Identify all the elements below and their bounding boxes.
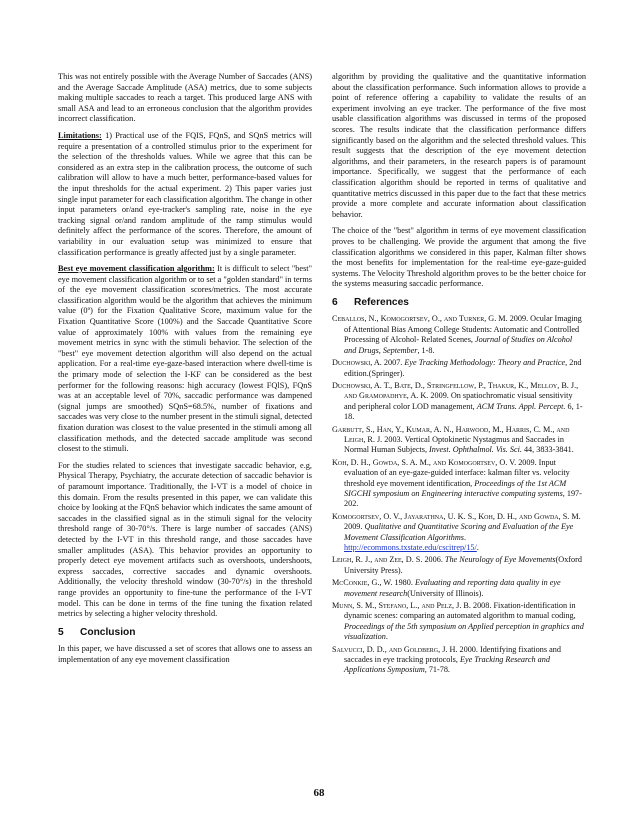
reference-venue: Proceedings of the 1st ACM SIGCHI symposium on Engineering interactive computing systems bbox=[344, 478, 567, 498]
reference-venue: ACM Trans. Appl. Percept. bbox=[476, 401, 566, 411]
reference-authors: Duchowski, A. bbox=[332, 358, 382, 368]
conclusion-heading bbox=[58, 628, 312, 639]
right-column bbox=[332, 72, 586, 678]
reference-year: 2003. bbox=[384, 434, 403, 444]
references-number: 6 bbox=[332, 296, 338, 308]
references-heading bbox=[332, 298, 586, 309]
reference-list bbox=[332, 314, 586, 675]
reference-text: Input evaluation of an eye-gaze-guided interface: kalman filter vs. velocity threshold eye movement identification, bbox=[344, 457, 570, 488]
reference-tail: (University of Illinois). bbox=[407, 588, 484, 598]
reference-item bbox=[332, 425, 586, 456]
reference-year: 2009. bbox=[509, 314, 529, 324]
conclusion-continued-paragraph: algorithm by providing the qualitative and the quantitative information about the classification performance. Such information allows to provide a point of reference offering a capability to validate the results of an experiment involving an eye tracker. The performance of the five most usable classification algorithms was discussed in terms of the proposed scores. The results indicate that the classification performance differs significantly based on the algorithm and the selected threshold values. This result suggests that the description of the eye movement detection algorithms, and their parameters, in the research papers is of paramount importance. Specifically, we suggest that the performance of each classification algorithm should be reported in terms of qualitative and quantitative metrics discussed in this paper due to the fact that these metrics provide a more complete and accurate information about classification behavior. bbox=[332, 72, 586, 219]
reference-year: 2009. bbox=[518, 457, 537, 467]
reference-item bbox=[332, 381, 586, 423]
sciences-paragraph: For the studies related to sciences that investigate saccadic behavior, e.g, Physical Therapy, Psychiatry, the accurate detection of saccadic behavior is of paramount importance. Traditionally, the I-VT is a model of choice in this domain. From the results presented in this paper, we can validate this choice by looking at the FQnS behavior which indicates the same amount of saccades in the classified signal as in the stimuli signal for the velocity threshold range of 30-70°/s. There is large number of saccades (ANS) detected by the I-VT in this threshold range, and those saccades have smaller amplitudes (ASA). This behavior provides an opportunity to properly detect eye movement artifacts such as overshoots, undershoots, express saccades, corrective saccades and dynamic overshoots. Additionally, the velocity threshold window (30-70°/s) in the threshold range provides an opportunity to fine-tune the performance of the I-VT model. This can be done in terms of the fine tuning the fixation related metrics by selecting a higher velocity threshold. bbox=[58, 460, 312, 619]
reference-tail: (Oxford University Press). bbox=[344, 555, 582, 575]
reference-authors: Koh, D. H., Gowda, S. A. M., and Komogortsev, O. V. bbox=[332, 457, 517, 467]
reference-venue: Evaluating and reporting data quality in eye movement research bbox=[344, 578, 561, 598]
reference-year: 2008. bbox=[472, 601, 492, 611]
reference-tail: , 197-202. bbox=[344, 488, 582, 509]
best-algorithm-paragraph bbox=[58, 264, 312, 455]
intro-paragraph: This was not entirely possible with the Average Number of Saccades (ANS) and the Average Saccade Amplitude (ASA) metrics, due to some subjects making multiple saccades to reach a target. This produced large ANS with small ASA and lead to an erroneous conclusion that the algorithm provides incorrect classification. bbox=[58, 72, 312, 124]
best-algorithm-text: It is difficult to select "best" eye movement classification algorithm or to set a "golden standard" in terms of the eye movement classification scores/metrics. The most accurate classification algorithm would be the algorithm that achieves the minimum value (0º) for the Fixation Qualitative Score, maximum value for the Fixation Quantitative Score (100%) and the Saccade Quantitative Score value of approximately 100% with values from the remaining eye movement metrics in sync with the stimuli behavior. The selection of the "best" eye movement detection algorithm will also depend on the actual application. For a real-time eye-gaze-based interaction where dwell-time is the primary mode of selection the I-KF can be considered as the best performer for the following reasons: high accuracy (lowest FQlS), FQnS was at an acceptable level of 70%, saccadic performance was dampened (signal jumps are smoothed) SQnS=68.5%, number of fixations and saccades was very close to the number present in the stimuli signal, detected fixation duration was closest to the value presented in the stimuli among all classification methods, and the detected saccade amplitude was second closest to the stimuli. bbox=[58, 264, 312, 454]
reference-authors: McConkie, G., W. bbox=[332, 578, 393, 588]
page-number: 68 bbox=[313, 787, 325, 799]
reference-venue: Qualitative and Quantitative Scoring and Evaluation of the Eye Movement Classification Algorithms bbox=[344, 522, 574, 542]
reference-venue: Invest. Ophthalmol. Vis. Sci. bbox=[429, 445, 522, 455]
reference-authors: Salvucci, D. D., and Goldberg, J. H. bbox=[332, 644, 458, 654]
reference-link[interactable]: http://ecommons.txstate.edu/cscitrep/15/ bbox=[344, 543, 477, 552]
reference-venue: Proceedings of the 5th symposium on Applied perception in graphics and visualization bbox=[344, 621, 584, 642]
reference-venue: Journal of Studies on Alcohol and Drugs, September bbox=[344, 335, 573, 355]
limitations-text: 1) Practical use of the FQIS, FQnS, and SQnS metrics will require a presentation of a controlled stimulus prior to the experiment for the selection of the thresholds values. While we agree that this can be considered as an extra step in the calibration process, the outcome of such calibration will allow to have a much better, performance-based values for the input thresholds for the actual experiment. 2) This paper varies just single input parameter for each classification algorithm. The change in other input parameters or/and eye-tracker's sampling rate, noise in the eye tracking signal or/and random amplitude of the ramp stimulus would definitely affect the performance of the scores. Therefore, the amount of variability in our evaluation setup was minimized to ensure that classification performance is greatly affected just by a single parameter. bbox=[58, 130, 312, 257]
best-choice-paragraph: The choice of the "best" algorithm in terms of eye movement classification proves to be challenging. We provide the argument that among the five classification algorithms we considered in this paper, Kalman filter shows the most benefits for implementation for the real-time eye-gaze-guided systems. The Velocity Threshold algorithm proves to be the better choice for the systems measuring saccadic performance. bbox=[332, 226, 586, 289]
reference-authors: Garbutt, S., Han, Y., Kumar, A. N., Harwood, M., Harris, C. M., and Leigh, R. J. bbox=[332, 424, 570, 444]
reference-year: 2009. bbox=[430, 391, 449, 401]
best-algorithm-lead: Best eye movement classification algorithm: bbox=[58, 264, 215, 274]
limitations-paragraph bbox=[58, 131, 312, 258]
reference-year: 2009. bbox=[344, 522, 363, 532]
reference-text: Fixation-identification in dynamic scenes: comparing an automated algorithm to manual coding, bbox=[344, 601, 576, 621]
reference-tail: . bbox=[463, 532, 466, 542]
reference-after-link: . bbox=[476, 543, 479, 552]
reference-year: 2000. bbox=[459, 644, 478, 654]
reference-item bbox=[332, 358, 586, 379]
reference-authors: Duchowski, A. T., Bate, D., Stringfellow, P., Thakur, K., Melloy, B. J., and Gramopadhye, A. K. bbox=[332, 380, 579, 401]
reference-authors: Ceballos, N., Komogortsev, O., and Turner, G. M. bbox=[332, 314, 508, 324]
reference-item bbox=[332, 512, 586, 554]
reference-authors: Munn, S. M., Stefano, L., and Pelz, J. B. bbox=[332, 601, 471, 611]
reference-tail: 44, 3833-3841. bbox=[521, 445, 574, 455]
conclusion-title: Conclusion bbox=[80, 626, 136, 638]
reference-item bbox=[332, 555, 586, 576]
reference-tail: , 1-8. bbox=[417, 345, 435, 355]
conclusion-paragraph: In this paper, we have discussed a set of scores that allows one to assess an implementation of any eye movement classification bbox=[58, 644, 312, 664]
reference-text: Vertical Optokinetic Nystagmus and Saccades in Normal Human Subjects, bbox=[344, 434, 564, 455]
reference-item bbox=[332, 601, 586, 643]
reference-authors: Komogortsev, O. V., Jayarathna, U. K. S., Koh, D. H., and Gowda, S. M. bbox=[332, 511, 581, 521]
reference-year: 2007. bbox=[383, 358, 403, 368]
reference-venue: The Neurology of Eye Movements bbox=[444, 555, 556, 565]
reference-item bbox=[332, 645, 586, 676]
reference-tail: , 2nd edition.(Springer). bbox=[344, 358, 582, 378]
reference-venue: Eye Tracking Research and Applications Symposium bbox=[344, 655, 550, 675]
reference-item bbox=[332, 314, 586, 356]
conclusion-number: 5 bbox=[58, 626, 64, 638]
reference-text: Ocular Imaging of Attentional Bias Among College Students: Automatic and Controlled Processing of Alcohol- Related Scenes, bbox=[344, 314, 582, 345]
reference-venue: Eye Tracking Methodology: Theory and Practice bbox=[404, 358, 566, 368]
reference-text: Identifying fixations and saccades in eye tracking protocols, bbox=[344, 644, 561, 665]
reference-year: 1980. bbox=[394, 578, 413, 588]
left-column bbox=[58, 72, 312, 671]
reference-year: 2006. bbox=[424, 555, 443, 565]
reference-item bbox=[332, 578, 586, 599]
reference-authors: Leigh, R. J., and Zee, D. S. bbox=[332, 555, 423, 565]
references-title: References bbox=[354, 296, 409, 308]
reference-tail: . bbox=[385, 632, 388, 642]
limitations-lead: Limitations: bbox=[58, 130, 102, 140]
reference-tail: , 71-78. bbox=[424, 665, 450, 675]
reference-item bbox=[332, 458, 586, 510]
reference-tail: 6, 1-18. bbox=[344, 401, 583, 422]
reference-text: On spatiochromatic visual sensitivity and peripheral color LOD management, bbox=[344, 391, 573, 411]
